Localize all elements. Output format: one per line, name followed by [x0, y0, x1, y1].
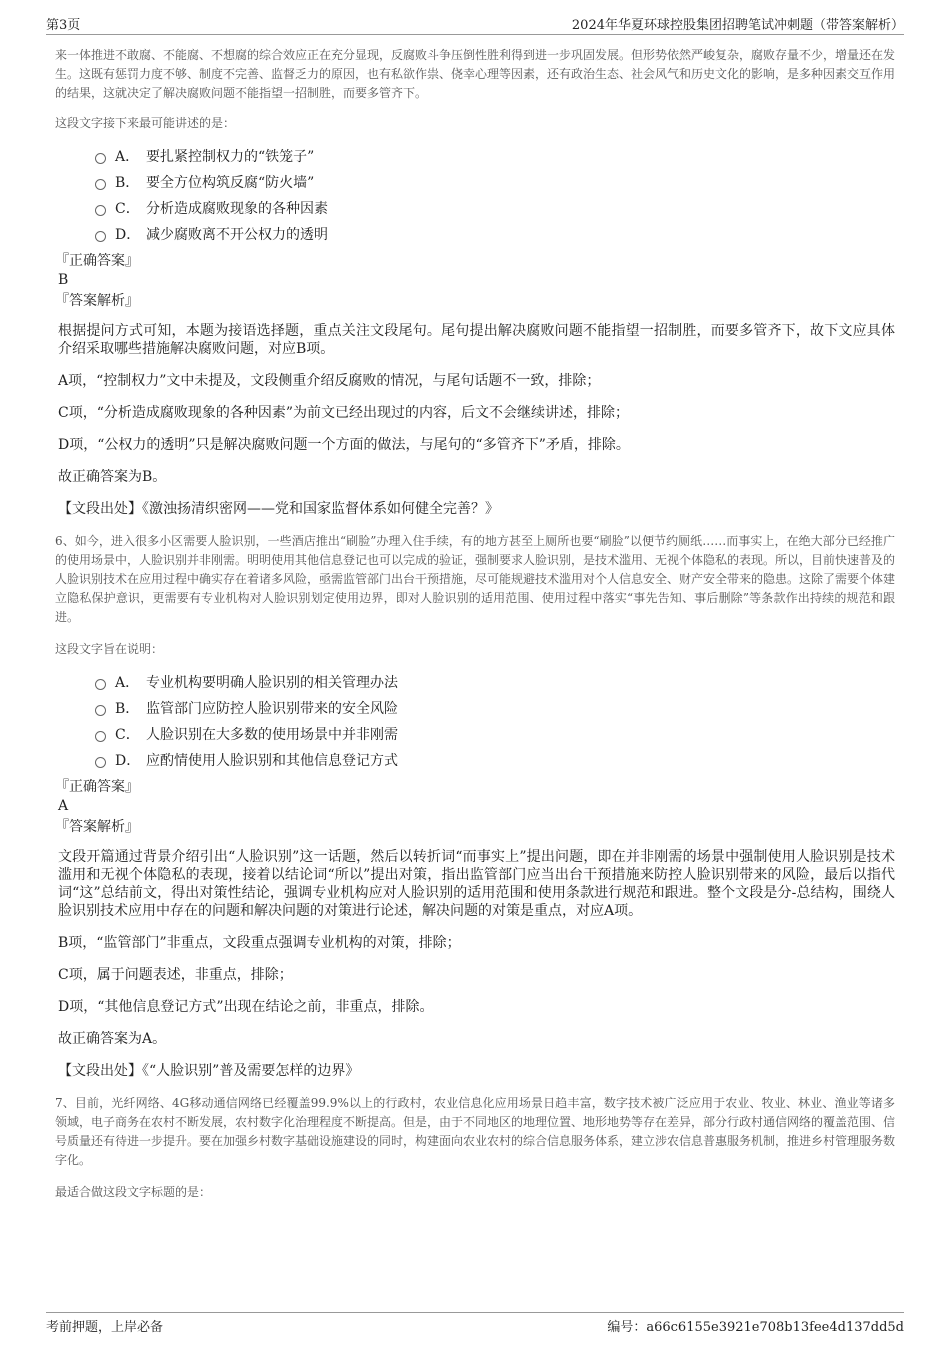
q5-option-d[interactable]: D． 减少腐败离不开公权力的透明 — [95, 222, 895, 248]
radio-icon[interactable] — [95, 731, 106, 742]
q6-analysis-label: 『答案解析』 — [55, 819, 139, 835]
radio-icon[interactable] — [95, 205, 106, 216]
q6-ask: 这段文字旨在说明： — [55, 642, 164, 656]
radio-icon[interactable] — [95, 705, 106, 716]
q6-answer-label: 『正确答案』 — [55, 779, 139, 795]
q6-option-a[interactable]: A． 专业机构要明确人脸识别的相关管理办法 — [95, 670, 895, 696]
q6-option-c[interactable]: C． 人脸识别在大多数的使用场景中并非刚需 — [95, 722, 895, 748]
q6-source: 【文段出处】《“人脸识别”普及需要怎样的边界》 — [58, 1063, 360, 1079]
q5-answer-label: 『正确答案』 — [55, 253, 139, 269]
q5-analysis-3: C项，“分析造成腐败现象的各种因素”为前文已经出现过的内容，后文不会继续讲述，排除； — [58, 405, 630, 421]
q5-option-c[interactable]: C． 分析造成腐败现象的各种因素 — [95, 196, 895, 222]
q5-answer: B — [58, 272, 69, 288]
q6-passage: 6、如今，进入很多小区需要人脸识别，一些酒店推出“刷脸”办理入住手续，有的地方甚至上厕所也要“刷脸”以便节约厕纸……而事实上，在绝大部分已经推广的使用场景中，人脸识别并非刚需。明明使用其他信息登记也可以完成的验证，强制要求人脸识别，是技术滥用、无视个体隐私的表现。所以，目前快速普及的人脸识别技术在应用过程中确实存在着诸多风险，亟需监管部门出台干预措施，尽可能规避技术滥用对个人信息安全、财产安全带来的隐患。这除了需要个体建立隐私保护意识，更需要有专业机构对人脸识别划定使用边界，即对人脸识别的适用范围、使用过程中落实“事先告知、事后删除”等条款作出持续的规范和跟进。 — [55, 534, 896, 624]
q6-option-b[interactable]: B． 监管部门应防控人脸识别带来的安全风险 — [95, 696, 895, 722]
page-number: 第3页 — [46, 18, 81, 33]
q5-passage: 来一体推进不敢腐、不能腐、不想腐的综合效应正在充分显现，反腐败斗争压倒性胜利得到进一步巩固发展。但形势依然严峻复杂，腐败存量不少，增量还在发生。这既有惩罚力度不够、制度不完善、监督乏力的原因，也有私欲作祟、侥幸心理等因素，还有政治生态、社会风气和历史文化的影响，是多种因素交互作用的结果，这就决定了解决腐败问题不能指望一招制胜，而要多管齐下。 — [55, 48, 896, 100]
q6-analysis-3: C项，属于问题表述，非重点，排除； — [58, 967, 293, 983]
page-header — [46, 14, 904, 35]
radio-icon[interactable] — [95, 757, 106, 768]
q5-option-b[interactable]: B． 要全方位构筑反腐“防火墙” — [95, 170, 895, 196]
q5-source: 【文段出处】《激浊扬清织密网——党和国家监督体系如何健全完善？》 — [58, 501, 499, 517]
q5-options — [55, 144, 895, 248]
document-title: 2024年华夏环球控股集团招聘笔试冲刺题（带答案解析） — [571, 18, 904, 33]
q5-analysis-2: A项，“控制权力”文中未提及，文段侧重介绍反腐败的情况，与尾句话题不一致，排除； — [58, 373, 601, 389]
radio-icon[interactable] — [95, 231, 106, 242]
q5-analysis-label: 『答案解析』 — [55, 293, 139, 309]
page-footer — [46, 1312, 904, 1335]
q5-analysis-1: 根据提问方式可知，本题为接语选择题，重点关注文段尾句。尾句提出解决腐败问题不能指望一招制胜，而要多管齐下，故下文应具体介绍采取哪些措施解决腐败问题，对应B项。 — [58, 323, 895, 357]
radio-icon[interactable] — [95, 153, 106, 164]
q5-option-a[interactable]: A． 要扎紧控制权力的“铁笼子” — [95, 144, 895, 170]
q6-options — [55, 670, 895, 774]
q6-analysis-2: B项，“监管部门”非重点，文段重点强调专业机构的对策，排除； — [58, 935, 461, 951]
q6-analysis-4: D项，“其他信息登记方式”出现在结论之前，非重点，排除。 — [58, 999, 434, 1015]
q6-option-d[interactable]: D． 应酌情使用人脸识别和其他信息登记方式 — [95, 748, 895, 774]
page-content — [55, 46, 895, 1202]
q7-passage: 7、目前，光纤网络、4G移动通信网络已经覆盖99.9%以上的行政村，农业信息化应用场景日趋丰富，数字技术被广泛应用于农业、牧业、林业、渔业等诸多领域，电子商务在农村不断发展，农村数字化治理程度不断提高。但是，由于不同地区的地理位置、地形地势等存在差异，部分行政村通信网络的覆盖范围、信号质量还有待进一步提升。要在加强乡村数字基础设施建设的同时，构建面向农业农村的综合信息服务体系，建立涉农信息普惠服务机制，推进乡村管理服务数字化。 — [55, 1096, 896, 1167]
q6-analysis-5: 故正确答案为A。 — [58, 1031, 167, 1047]
document-id: 编号：a66c6155e3921e708b13fee4d137dd5d — [607, 1320, 904, 1335]
q5-analysis-4: D项，“公权力的透明”只是解决腐败问题一个方面的做法，与尾句的“多管齐下”矛盾，排除。 — [58, 437, 630, 453]
q6-analysis-1: 文段开篇通过背景介绍引出“人脸识别”这一话题，然后以转折词“而事实上”提出问题，即在并非刚需的场景中强制使用人脸识别是技术滥用和无视个体隐私的表现，接着以结论词“所以”提出对策，指出监管部门应当出台干预措施来防控人脸识别带来的风险，最后以指代词“这”总结前文，得出对策性结论，强调专业机构应对人脸识别的适用范围和使用条款进行规范和跟进。整个文段是分-总结构，围绕人脸识别技术应用中存在的问题和解决问题的对策进行论述，解决问题的对策是重点，对应A项。 — [58, 849, 895, 919]
q5-analysis-5: 故正确答案为B。 — [58, 469, 167, 485]
radio-icon[interactable] — [95, 179, 106, 190]
q7-ask: 最适合做这段文字标题的是： — [55, 1185, 212, 1199]
footer-slogan: 考前押题，上岸必备 — [46, 1320, 164, 1335]
radio-icon[interactable] — [95, 679, 106, 690]
q5-ask: 这段文字接下来最可能讲述的是： — [55, 116, 236, 130]
q6-answer: A — [58, 798, 69, 814]
